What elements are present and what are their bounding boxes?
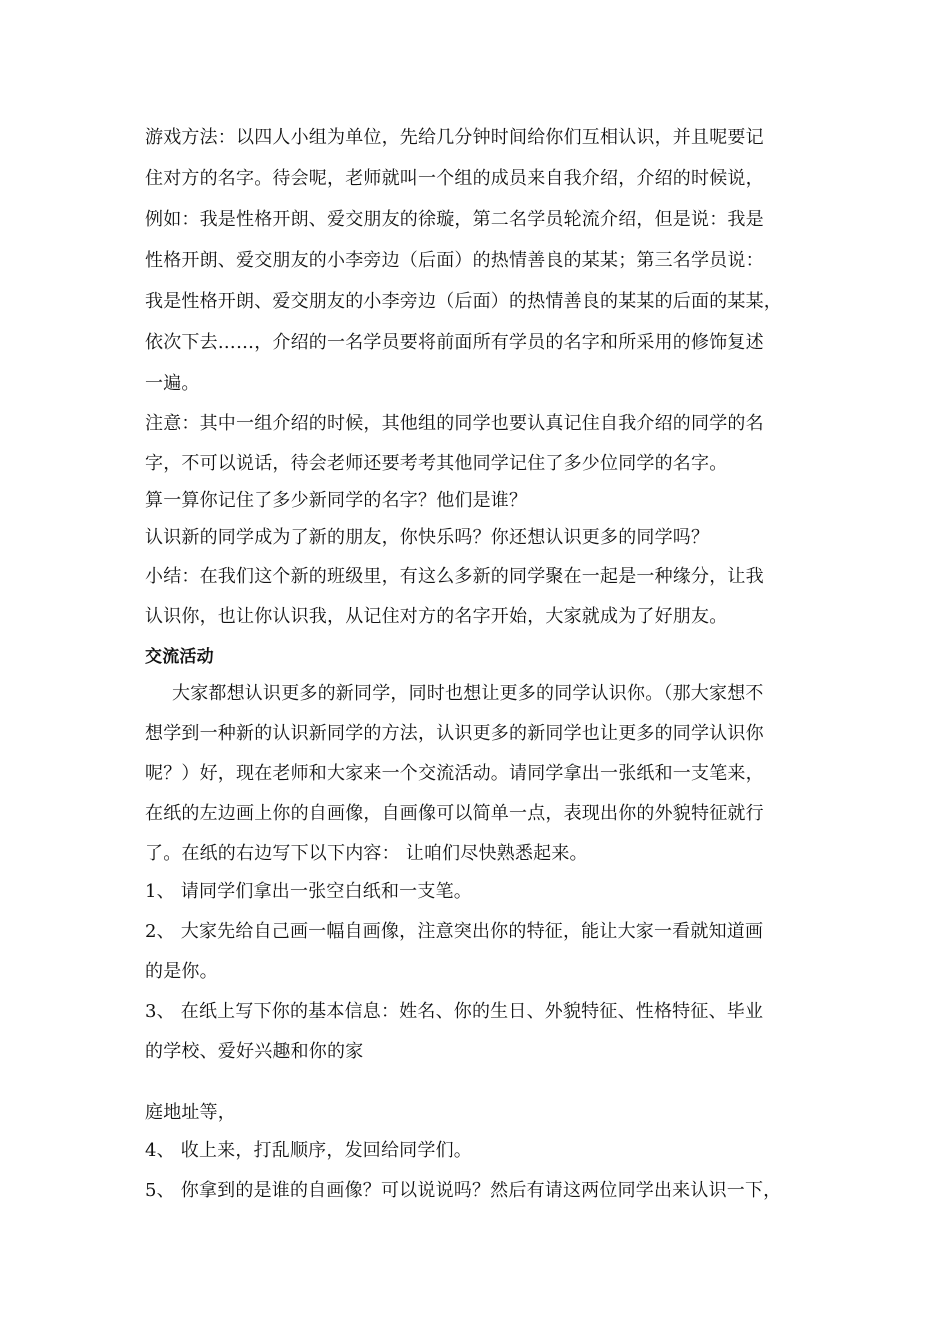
- text-line: 大家都想认识更多的新同学，同时也想让更多的同学认识你。（那大家想不: [172, 683, 764, 704]
- text-line: 我是性格开朗、爱交朋友的小李旁边（后面）的热情善良的某某的后面的某某，: [145, 291, 782, 312]
- text-line: 算一算你记住了多少新同学的名字？他们是谁？: [145, 490, 528, 511]
- text-line: 性格开朗、爱交朋友的小李旁边（后面）的热情善良的某某；第三名学员说：: [145, 250, 764, 271]
- text-line: 依次下去……，介绍的一名学员要将前面所有学员的名字和所采用的修饰复述: [145, 332, 764, 353]
- text-line: 住对方的名字。待会呢，老师就叫一个组的成员来自我介绍，介绍的时候说，: [145, 168, 764, 189]
- list-item: 1、 请同学们拿出一张空白纸和一支笔。: [145, 881, 472, 902]
- text-line: 例如：我是性格开朗、爱交朋友的徐璇，第二名学员轮流介绍，但是说：我是: [145, 209, 764, 230]
- text-line: 呢？）好，现在老师和大家来一个交流活动。请同学拿出一张纸和一支笔来，: [145, 763, 764, 784]
- text-line: 一遍。: [145, 373, 200, 394]
- section-heading: 交流活动: [145, 647, 214, 667]
- list-item: 3、 在纸上写下你的基本信息：姓名、你的生日、外貌特征、性格特征、毕业: [145, 1001, 764, 1022]
- list-item: 5、 你拿到的是谁的自画像？可以说说吗？然后有请这两位同学出来认识一下，: [145, 1180, 782, 1201]
- text-line: 了。在纸的右边写下以下内容： 让咱们尽快熟悉起来。: [145, 843, 588, 864]
- text-line: 的学校、爱好兴趣和你的家: [145, 1041, 364, 1062]
- text-line: 的是你。: [145, 961, 218, 982]
- text-line: 注意：其中一组介绍的时候，其他组的同学也要认真记住自我介绍的同学的名: [145, 413, 764, 434]
- text-line: 认识你，也让你认识我，从记住对方的名字开始，大家就成为了好朋友。: [145, 606, 728, 627]
- list-item: 4、 收上来，打乱顺序，发回给同学们。: [145, 1140, 472, 1161]
- text-line: 小结：在我们这个新的班级里，有这么多新的同学聚在一起是一种缘分，让我: [145, 566, 764, 587]
- list-item: 2、 大家先给自己画一幅自画像，注意突出你的特征，能让大家一看就知道画: [145, 921, 764, 942]
- text-line: 游戏方法：以四人小组为单位，先给几分钟时间给你们互相认识，并且呢要记: [145, 127, 764, 148]
- text-line: 想学到一种新的认识新同学的方法，认识更多的新同学也让更多的同学认识你: [145, 723, 764, 744]
- text-line: 认识新的同学成为了新的朋友，你快乐吗？你还想认识更多的同学吗？: [145, 527, 710, 548]
- text-line: 庭地址等，: [145, 1102, 236, 1123]
- text-line: 字，不可以说话，待会老师还要考考其他同学记住了多少位同学的名字。: [145, 453, 728, 474]
- text-line: 在纸的左边画上你的自画像，自画像可以简单一点，表现出你的外貌特征就行: [145, 803, 764, 824]
